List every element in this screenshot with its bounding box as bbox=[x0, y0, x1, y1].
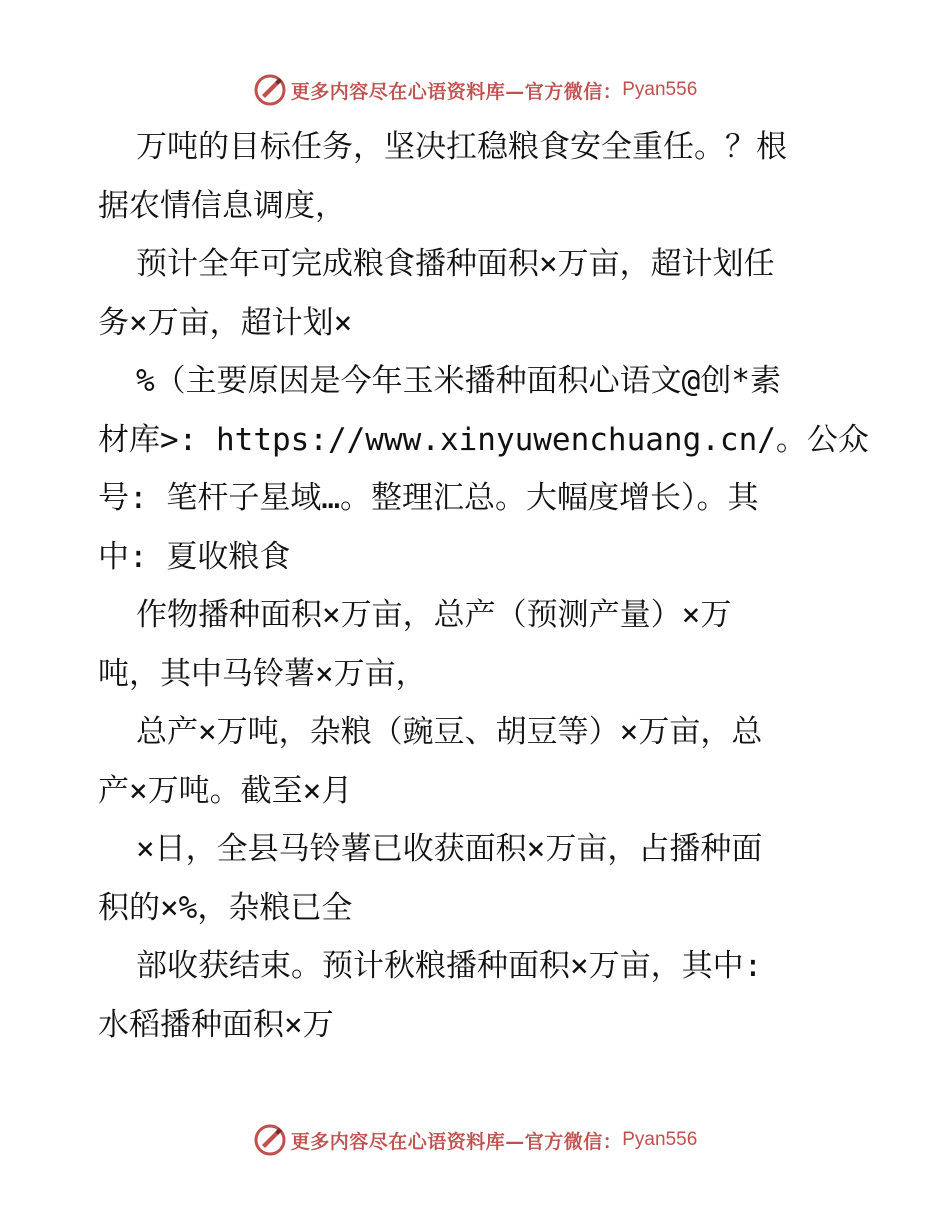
text-line: 作物播种面积×万亩，总产（预测产量）×万 bbox=[136, 597, 732, 633]
text-line: 吨，其中马铃薯×万亩， bbox=[98, 655, 427, 692]
text-line: 积的×%，杂粮已全 bbox=[98, 889, 353, 926]
footer-banner bbox=[0, 1120, 950, 1160]
header-banner-handle: Pyan556 bbox=[622, 79, 698, 100]
text-line: 务×万亩，超计划× bbox=[98, 304, 353, 341]
text-line: 材库>: https://www.xinyuwenchuang.cn/。公众 bbox=[98, 421, 869, 458]
text-line: 中: 夏收粮食 bbox=[98, 538, 291, 575]
footer-banner-text: 更多内容尽在心语资料库—官方微信： bbox=[290, 1130, 623, 1153]
text-line: 万吨的目标任务，坚决扛稳粮食安全重任。？根 bbox=[136, 129, 787, 165]
text-line: 产×万吨。截至×月 bbox=[98, 772, 353, 809]
document-body bbox=[98, 118, 869, 1054]
text-line: 号: 笔杆子星域…。整理汇总。大幅度增长）。其 bbox=[98, 480, 759, 516]
logo-icon bbox=[253, 1123, 287, 1157]
text-line: ×日，全县马铃薯已收获面积×万亩，占播种面 bbox=[136, 831, 763, 867]
text-line: 部收获结束。预计秋粮播种面积×万亩，其中: bbox=[136, 948, 763, 984]
header-banner-text: 更多内容尽在心语资料库—官方微信： bbox=[290, 80, 623, 103]
header-banner bbox=[0, 70, 950, 110]
text-line: 水稻播种面积×万 bbox=[98, 1006, 334, 1043]
text-line: 总产×万吨，杂粮（豌豆、胡豆等）×万亩，总 bbox=[136, 714, 763, 750]
text-line: 预计全年可完成粮食播种面积×万亩，超计划任 bbox=[136, 246, 775, 282]
text-line: 据农情信息调度， bbox=[98, 187, 346, 224]
logo-icon bbox=[253, 73, 287, 107]
text-line: %（主要原因是今年玉米播种面积心语文@创*素 bbox=[136, 363, 781, 399]
footer-banner-handle: Pyan556 bbox=[622, 1129, 698, 1150]
